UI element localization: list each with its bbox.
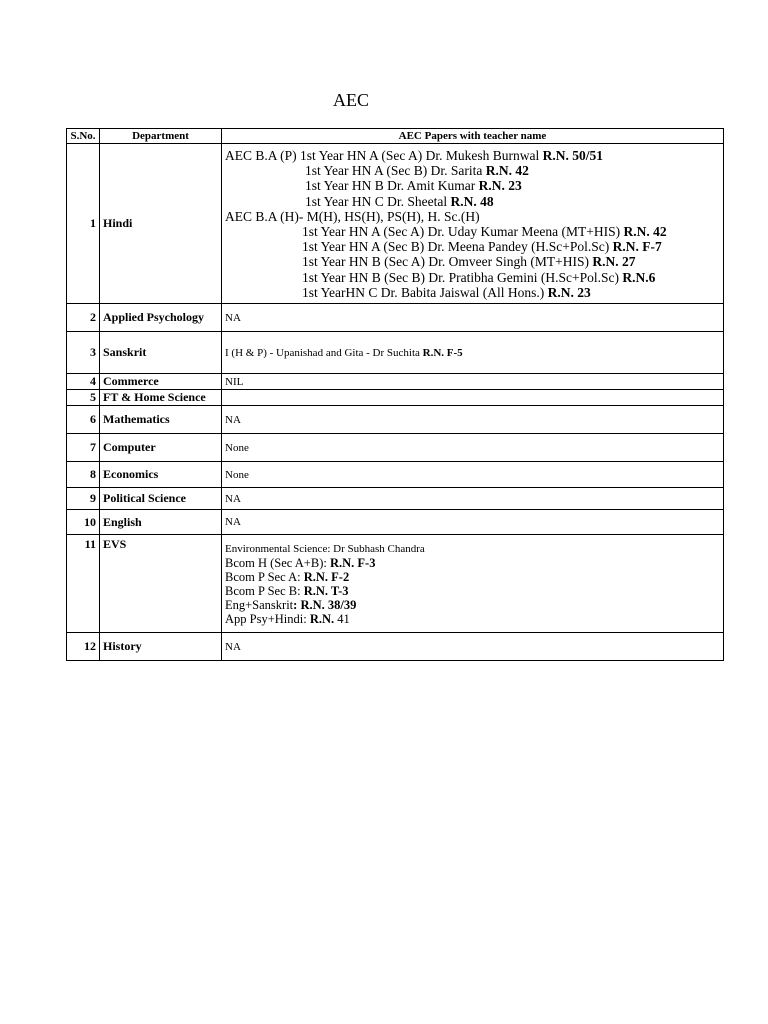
paper-text: AEC B.A (P) 1st Year HN A (Sec A) Dr. Mukesh Burnwal [225, 147, 543, 163]
paper-text: 41 [334, 611, 350, 626]
table-row-mathematics [67, 406, 724, 434]
room-number: R.N. 50/51 [542, 147, 604, 163]
paper-text: 1st Year HN B (Sec A) Dr. Omveer Singh (MT+HIS) [302, 254, 593, 270]
paper-text: 1st Year HN A (Sec B) Dr. Meena Pandey (H.Sc+Pol.Sc) [302, 239, 613, 255]
row-sno: 6 [67, 406, 100, 434]
table-row-computer [67, 434, 724, 462]
header-sno: S.No. [67, 129, 100, 144]
paper-text: 1st Year HN A (Sec A) Dr. Uday Kumar Meena (MT+HIS) [302, 224, 624, 239]
room-number: R.N. 48 [450, 193, 494, 209]
paper-line [225, 584, 720, 598]
paper-text: Bcom H (Sec A+B): [225, 555, 330, 570]
paper-line [225, 254, 720, 269]
row-sno: 12 [67, 633, 100, 661]
row-papers: NIL [222, 374, 724, 390]
room-number: R.N. T-3 [303, 583, 349, 598]
paper-line [225, 612, 720, 626]
paper-text: Eng+Sanskrit [225, 597, 294, 612]
paper-line [225, 542, 720, 556]
paper-text: 1st YearHN C Dr. Babita Jaiswal (All Hons.) [302, 284, 548, 300]
row-papers: NA [222, 406, 724, 434]
paper-line [225, 178, 720, 193]
room-number: R.N. F-3 [329, 555, 376, 570]
table-row-english [67, 510, 724, 535]
room-number: R.N.6 [622, 269, 656, 285]
row-department: Commerce [100, 374, 222, 390]
table-row-history [67, 633, 724, 661]
row-papers: NA [222, 510, 724, 535]
row-papers [222, 390, 724, 406]
paper-line [225, 598, 720, 612]
row-sno: 9 [67, 488, 100, 510]
room-number: R.N. F-5 [422, 346, 463, 359]
row-papers: None [222, 462, 724, 488]
header-papers: AEC Papers with teacher name [222, 129, 724, 144]
row-papers: NA [222, 633, 724, 661]
table-row-sanskrit [67, 332, 724, 374]
row-papers: NA [222, 488, 724, 510]
row-department: Mathematics [100, 406, 222, 434]
row-sno: 11 [67, 535, 100, 633]
header-department: Department [100, 129, 222, 144]
row-sno: 5 [67, 390, 100, 406]
table-row-hindi [67, 144, 724, 304]
row-department: Sanskrit [100, 332, 222, 374]
row-department: EVS [100, 535, 222, 633]
paper-text: 1st Year HN B Dr. Amit Kumar [305, 178, 479, 194]
row-papers [222, 332, 724, 374]
row-department: Economics [100, 462, 222, 488]
row-department: Applied Psychology [100, 304, 222, 332]
page-title: AEC [333, 90, 369, 110]
row-sno: 3 [67, 332, 100, 374]
row-department: Computer [100, 434, 222, 462]
table-row-ft-home-science [67, 390, 724, 406]
row-department: Hindi [100, 144, 222, 304]
paper-line [225, 556, 720, 570]
paper-text: 1st Year HN C Dr. Sheetal [305, 193, 451, 209]
row-sno: 1 [67, 144, 100, 304]
room-number: R.N. 23 [547, 284, 591, 300]
table-row-economics [67, 462, 724, 488]
paper-line [225, 239, 720, 254]
table-row-political-science [67, 488, 724, 510]
paper-text: Bcom P Sec A: [225, 569, 304, 584]
room-number: R.N. [309, 611, 335, 626]
paper-line [225, 270, 720, 285]
aec-table [66, 128, 724, 661]
room-number: R.N. 27 [592, 254, 636, 270]
row-sno: 8 [67, 462, 100, 488]
room-number: R.N. 42 [485, 163, 529, 179]
paper-text: Environmental Science: Dr Subhash Chandra [225, 542, 425, 555]
row-papers: None [222, 434, 724, 462]
row-sno: 2 [67, 304, 100, 332]
row-department: History [100, 633, 222, 661]
room-number: R.N. 23 [478, 178, 522, 194]
paper-line [225, 194, 720, 209]
row-department: FT & Home Science [100, 390, 222, 406]
room-number: R.N. F-7 [612, 239, 662, 255]
row-papers [222, 535, 724, 633]
paper-line [225, 209, 720, 224]
room-number: R.N. F-2 [303, 569, 350, 584]
row-sno: 10 [67, 510, 100, 535]
row-department: English [100, 510, 222, 535]
room-number: : R.N. 38/39 [293, 597, 357, 612]
paper-line [225, 163, 720, 178]
room-number: R.N. 42 [623, 224, 667, 239]
paper-text: Bcom P Sec B: [225, 583, 304, 598]
row-papers [222, 144, 724, 304]
table-header-row [67, 129, 724, 144]
row-sno: 7 [67, 434, 100, 462]
row-department: Political Science [100, 488, 222, 510]
paper-line [225, 285, 720, 300]
paper-text: AEC B.A (H)- M(H), HS(H), PS(H), H. Sc.(H) [225, 208, 480, 224]
paper-text: 1st Year HN A (Sec B) Dr. Sarita [305, 163, 486, 179]
paper-text: App Psy+Hindi: [225, 611, 310, 626]
paper-text: I (H & P) - Upanishad and Gita - Dr Suchita [225, 346, 423, 359]
row-sno: 4 [67, 374, 100, 390]
table-row-applied-psychology [67, 304, 724, 332]
table-row-evs [67, 535, 724, 633]
row-papers: NA [222, 304, 724, 332]
table-row-commerce [67, 374, 724, 390]
paper-line [225, 224, 720, 239]
paper-text: 1st Year HN B (Sec B) Dr. Pratibha Gemini (H.Sc+Pol.Sc) [302, 269, 623, 285]
paper-line [225, 148, 720, 163]
paper-line [225, 570, 720, 584]
